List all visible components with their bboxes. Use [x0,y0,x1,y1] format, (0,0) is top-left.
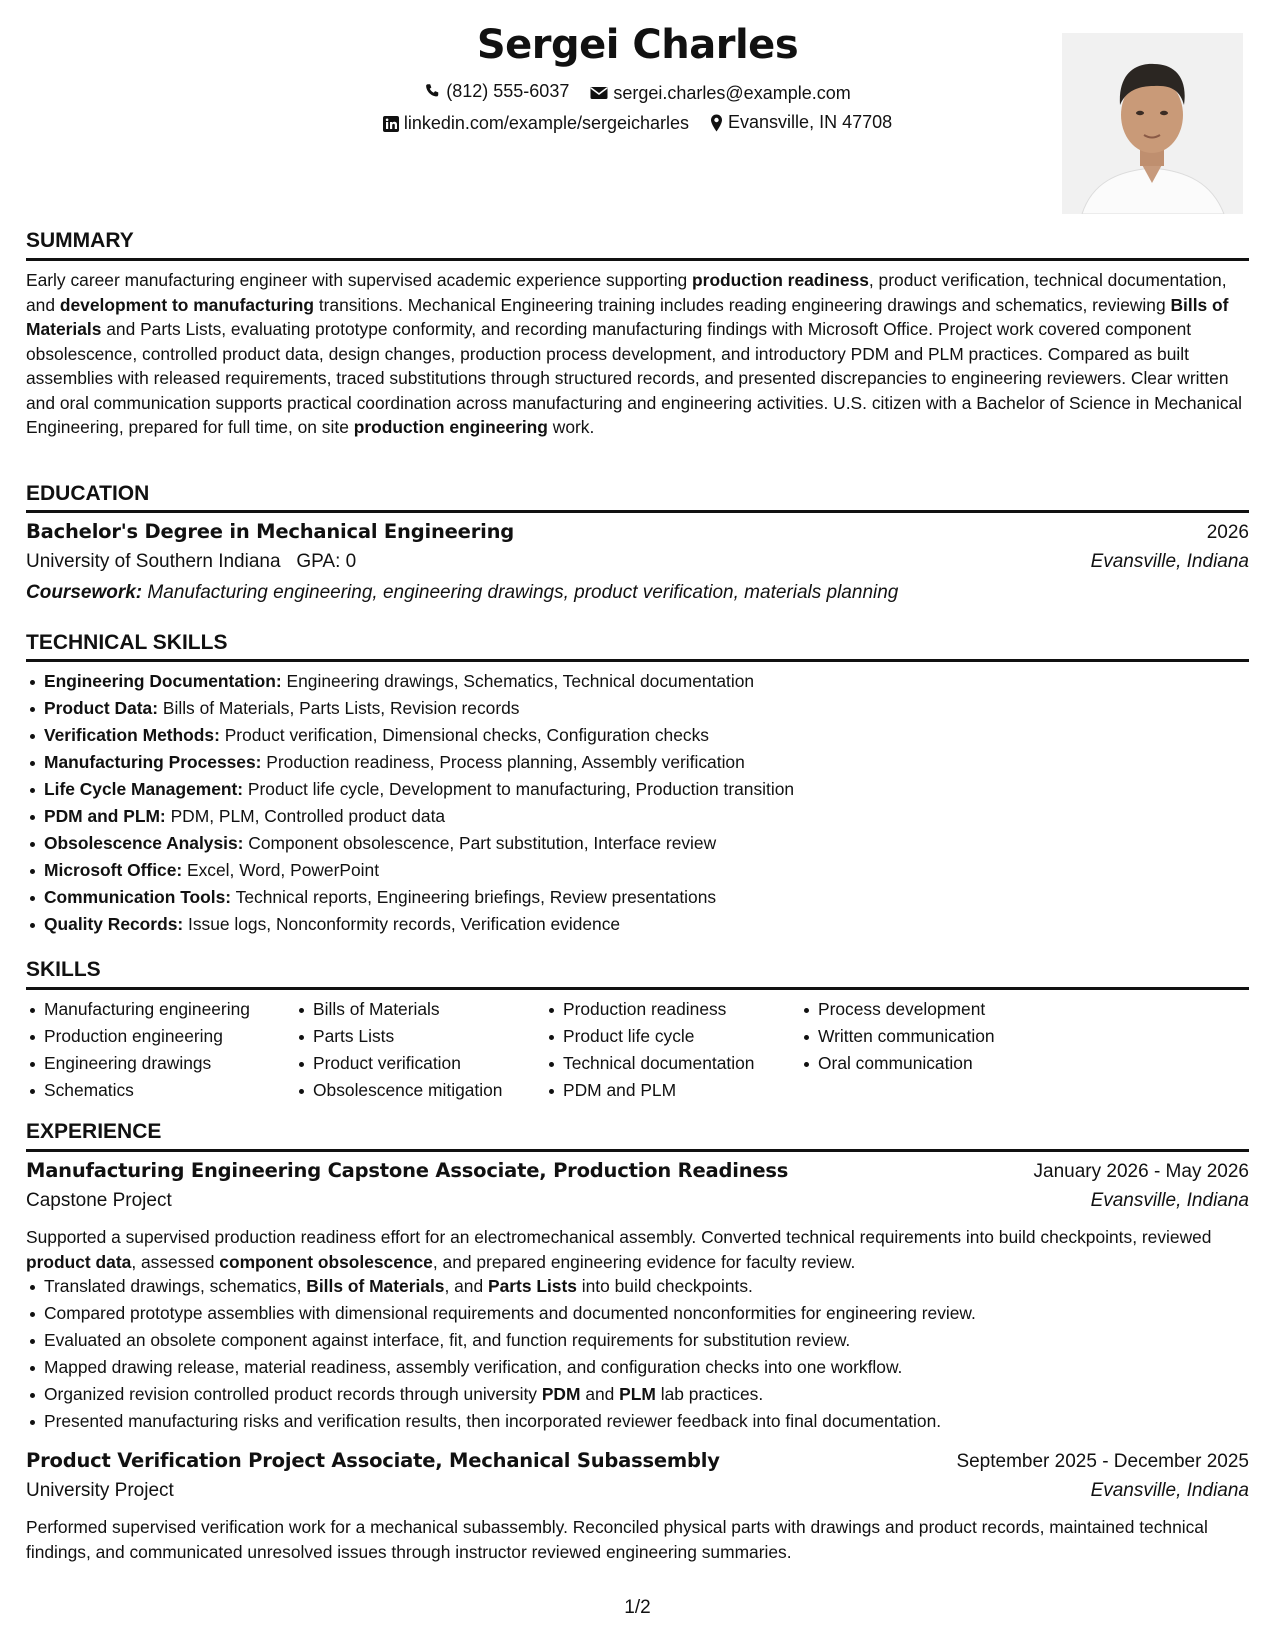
phone-contact[interactable] [424,81,569,102]
emphasis-text: production readiness [692,270,869,290]
experience-bullet [26,1300,1249,1327]
experience-bullet [26,1408,1249,1435]
skills-column-4 [800,996,995,1077]
skill-category: Communication Tools: [44,887,232,907]
job-location: Evansville, Indiana [1090,1480,1249,1501]
emphasis-text: Bills of Materials [306,1276,445,1296]
text-run: , and prepared engineering evidence for faculty review. [432,1251,856,1272]
education-divider [26,510,1249,513]
text-run: and Parts Lists, evaluating prototype conformity, and recording manufacturing findings with Microsoft Office. Project work covered component obsolescence, controlled product data, design changes, production process development, and introductory PDM and PLM practices. Compared as built assemblies with released requirements, traced substitutions through structured records, and presented discrepancies to engineering reviewers. Clear written and oral communication supports practical coordination across manufacturing and engineering activities. U.S. citizen with a Bachelor of Science in Mechanical Engineering, prepared for full time, on site [26,319,1243,437]
skill-values: Excel, Word, PowerPoint [182,860,380,880]
skill-item: Oral communication [800,1050,995,1077]
technical-skill-item [26,884,1249,911]
email-contact[interactable] [590,83,850,104]
phone-icon [424,83,441,100]
technical-skill-item [26,695,1249,722]
experience-bullet [26,1273,1249,1300]
emphasis-text: product data [26,1251,132,1272]
skill-category: Product Data: [44,698,159,718]
skills-column-3 [545,996,754,1104]
skill-item: Bills of Materials [295,996,502,1023]
text-run: Presented manufacturing risks and verification results, then incorporated reviewer feedback into final documentation. [44,1411,942,1431]
skill-item: Manufacturing engineering [26,996,250,1023]
coursework-row [26,582,1249,604]
technical-skill-item [26,722,1249,749]
text-run: Evaluated an obsolete component against interface, fit, and function requirements for substitution review. [44,1330,851,1350]
coursework-label: Coursework: [26,582,143,603]
job-organization: Capstone Project [26,1190,172,1211]
technical-skill-item [26,749,1249,776]
skill-values: Production readiness, Process planning, Assembly verification [261,752,745,772]
email-address: sergei.charles@example.com [613,82,851,103]
gpa: GPA: 0 [296,551,357,572]
text-run: into build checkpoints. [576,1276,753,1296]
text-run: Translated drawings, schematics, [44,1276,307,1296]
candidate-name: Sergei Charles [476,22,799,68]
skill-category: Manufacturing Processes: [44,752,262,772]
text-run: Organized revision controlled product records through university [44,1384,542,1404]
skill-category: PDM and PLM: [44,806,166,826]
text-run: Compared prototype assemblies with dimensional requirements and documented nonconformities for engineering review. [44,1303,976,1323]
skill-item: Engineering drawings [26,1050,250,1077]
skill-values: Product verification, Dimensional checks, Configuration checks [219,725,709,745]
skill-values: Engineering drawings, Schematics, Technical documentation [281,671,755,691]
emphasis-text: development to manufacturing [59,294,314,315]
coursework-list: Manufacturing engineering, engineering drawings, product verification, materials planning [147,582,899,603]
job-2-org-row [26,1480,1249,1502]
skill-values: Product life cycle, Development to manufacturing, Production transition [243,779,795,799]
page-number: 1/2 [624,1597,651,1618]
technical-skill-item [26,911,1249,938]
skill-category: Engineering Documentation: [44,671,282,691]
emphasis-text: production engineering [353,417,548,437]
skill-category: Microsoft Office: [44,860,183,880]
skill-category: Life Cycle Management: [44,779,244,799]
skill-values: Technical reports, Engineering briefings, Review presentations [231,887,717,907]
profile-photo [1062,33,1243,214]
linkedin-contact[interactable] [383,113,689,134]
skill-item: Schematics [26,1077,250,1104]
skills-heading: SKILLS [26,958,101,981]
technical-skills-list [26,668,1249,938]
technical-skill-item [26,668,1249,695]
job-1-summary [26,1225,1249,1274]
emphasis-text: PDM [541,1384,581,1404]
skill-category: Quality Records: [44,914,184,934]
linkedin-icon [383,116,399,132]
experience-divider [26,1149,1249,1152]
school-info [26,551,356,573]
degree-name: Bachelor's Degree in Mechanical Engineering [26,520,515,543]
job-1-bullets [26,1273,1249,1435]
location-contact [710,112,892,133]
skill-item: Obsolescence mitigation [295,1077,502,1104]
job-location: Evansville, Indiana [1090,1190,1249,1211]
text-run: Early career manufacturing engineer with supervised academic experience supporting [26,270,693,290]
coursework [26,582,898,604]
job-2-title-row [26,1449,1249,1473]
job-dates: January 2026 - May 2026 [1033,1161,1249,1182]
experience-bullet [26,1327,1249,1354]
job-title: Product Verification Project Associate, Mechanical Subassembly [26,1449,720,1472]
emphasis-text: component obsolescence [219,1251,433,1272]
job-2-summary [26,1515,1249,1564]
skill-values: Issue logs, Nonconformity records, Verification evidence [183,914,621,934]
linkedin-url: linkedin.com/example/sergeicharles [403,113,690,133]
skills-column-1 [26,996,250,1104]
text-run: , product verification, technical documentation, and [26,270,1227,315]
text-run: work. [547,417,595,437]
skill-item: Process development [800,996,995,1023]
technical-skill-item [26,776,1249,803]
job-title: Manufacturing Engineering Capstone Associate, Production Readiness [26,1159,789,1182]
text-run: and [580,1384,620,1404]
emphasis-text: Bills of Materials [26,294,1229,339]
experience-bullet [26,1354,1249,1381]
skill-item: Parts Lists [295,1023,502,1050]
summary-divider [26,258,1249,261]
school-name: University of Southern Indiana [26,551,281,572]
phone-number: (812) 555-6037 [446,81,570,101]
job-1-org-row [26,1190,1249,1212]
envelope-icon [590,86,608,100]
school-location: Evansville, Indiana [1090,551,1249,572]
location-text: Evansville, IN 47708 [728,112,893,132]
technical-skills-divider [26,659,1249,662]
text-run: Supported a supervised production readiness effort for an electromechanical assembly. Converted technical requirements into build checkpoints, reviewed [26,1227,1212,1247]
text-run: , assessed [131,1251,220,1272]
graduation-year: 2026 [1206,522,1249,543]
skill-values: Component obsolescence, Part substitution, Interface review [243,833,717,853]
skill-item: PDM and PLM [545,1077,754,1104]
technical-skills-heading: TECHNICAL SKILLS [26,631,228,654]
job-organization: University Project [26,1480,174,1501]
job-dates: September 2025 - December 2025 [956,1451,1249,1472]
skill-item: Production engineering [26,1023,250,1050]
skills-divider [26,987,1249,990]
skill-item: Product life cycle [545,1023,754,1050]
emphasis-text: Parts Lists [487,1276,577,1296]
map-pin-icon [710,114,723,132]
skill-category: Verification Methods: [44,725,220,745]
text-run: , and [444,1276,488,1296]
technical-skill-item [26,803,1249,830]
text-run: Performed supervised verification work for a mechanical subassembly. Reconciled physical parts with drawings and product records, maintained technical findings, and communicated unresolved issues through instructor reviewed engineering summaries. [26,1517,1208,1562]
education-school-row [26,551,1249,573]
skill-category: Obsolescence Analysis: [44,833,244,853]
skill-item: Product verification [295,1050,502,1077]
skill-item: Technical documentation [545,1050,754,1077]
job-1-title-row [26,1159,1249,1183]
experience-bullet [26,1381,1249,1408]
skill-item: Written communication [800,1023,995,1050]
skills-column-2 [295,996,502,1104]
technical-skill-item [26,857,1249,884]
skill-item: Production readiness [545,996,754,1023]
text-run: transitions. Mechanical Engineering training includes reading engineering drawings and schematics, reviewing [313,294,1171,315]
text-run: Mapped drawing release, material readiness, assembly verification, and configuration checks into one workflow. [44,1357,903,1377]
summary-heading: SUMMARY [26,229,134,252]
summary-text [26,268,1249,440]
education-degree-row [26,520,1249,544]
emphasis-text: PLM [619,1384,656,1404]
experience-heading: EXPERIENCE [26,1120,162,1143]
text-run: lab practices. [655,1384,764,1404]
skill-values: Bills of Materials, Parts Lists, Revision records [158,698,520,718]
technical-skill-item [26,830,1249,857]
education-heading: EDUCATION [26,482,150,505]
skill-values: PDM, PLM, Controlled product data [165,806,446,826]
